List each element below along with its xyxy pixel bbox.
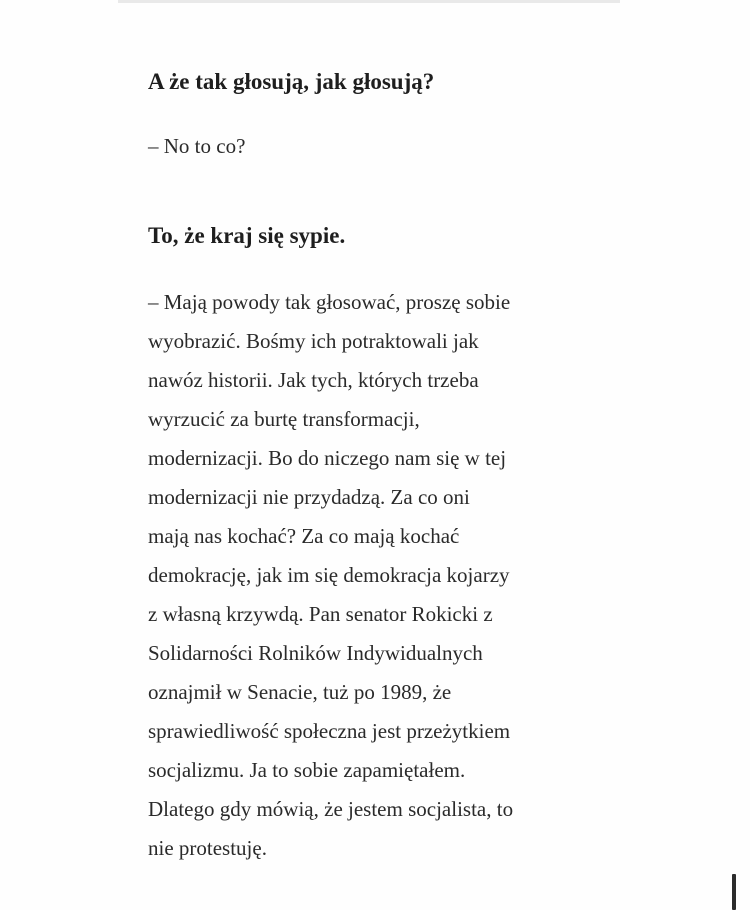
interview-question: A że tak głosują, jak głosują? [148,69,435,94]
top-divider [118,0,620,3]
interview-answer: – Mają powody tak głosować, proszę sobie wyobrazić. Bośmy ich potraktowali jak nawóz historii. Jak tych, których trzeba wyrzucić za burtę transformacji, modernizacji. Bo do niczego nam się w tej modernizacji nie przydadzą. Za co oni mają nas kochać? Za co mają kochać demokrację, jak im się demokracja kojarzy z własną krzywdą. Pan senator Rokicki z Solidarności Rolników Indywidualnych oznajmił w Senacie, tuż po 1989, że sprawiedliwość społeczna jest przeżytkiem socjalizmu. Ja to sobie zapamiętałem. Dlatego gdy mówią, że jestem socjalista, to nie protestuję. [148,290,514,860]
interview-question: To, że kraj się sypie. [148,223,346,248]
interview-answer: – No to co? [148,134,246,158]
scrollbar-thumb[interactable] [732,874,736,910]
article-body [148,66,598,868]
